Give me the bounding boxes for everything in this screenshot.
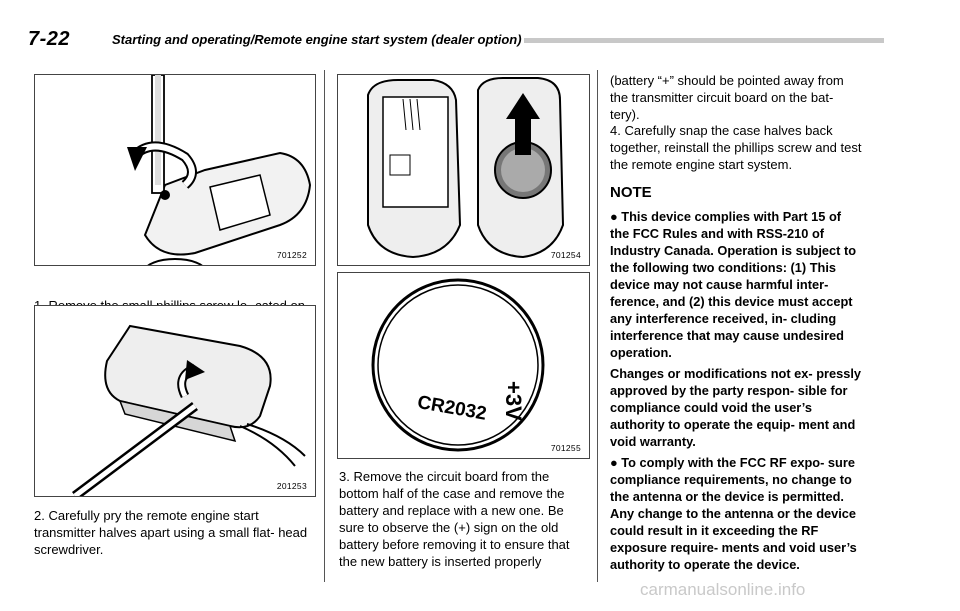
transmitter-pry-illustration <box>35 306 315 496</box>
figure-battery <box>337 272 590 459</box>
step-3-continued-text: (battery “+” should be pointed away from the transmitter circuit board on the bat- tery). <box>610 73 844 122</box>
figure-code: 701254 <box>550 250 581 260</box>
battery-illustration <box>338 273 589 458</box>
note-heading: NOTE <box>610 184 652 201</box>
section-title: Starting and operating/Remote engine start system (dealer option) <box>112 32 522 47</box>
page-number: 7-22 <box>28 28 71 50</box>
transmitter-screw-illustration <box>35 75 315 265</box>
figure-code: 201253 <box>276 481 307 491</box>
figure-code: 701255 <box>550 443 581 453</box>
note-paragraph-modifications: Changes or modifications not ex- pressly approved by the party respon- sible for compliance could void the user’s authority to operate the equip- ment and void warranty. <box>610 366 862 449</box>
open-case-illustration <box>338 75 589 265</box>
step-4-text: 4. Carefully snap the case halves back together, reinstall the phillips screw and test the remote engine start system. <box>610 123 862 172</box>
battery-voltage-label: +3V <box>501 381 526 421</box>
watermark: carmanualsonline.info <box>640 580 806 599</box>
column-divider-2 <box>597 70 598 582</box>
step-2-text: 2. Carefully pry the remote engine start transmitter halves apart using a small flat- head screwdriver. <box>34 508 308 557</box>
figure-pry-halves <box>34 305 316 497</box>
figure-open-case <box>337 74 590 266</box>
column-divider-1 <box>324 70 325 582</box>
figure-code: 701252 <box>276 250 307 260</box>
note-body <box>610 208 862 577</box>
figure-remove-screw <box>34 74 316 266</box>
note-paragraph-fcc: ● This device complies with Part 15 of the FCC Rules and with RSS-210 of Industry Canada. Operation is subject to the following two conditions: (1) This device may not cause harmful inter- ference, and (2) this device must accept any interference received, in- cluding interference that may cause undesired operation. <box>610 209 857 360</box>
page-header <box>28 28 932 52</box>
battery-model-label: CR2032 <box>415 391 489 425</box>
header-rule <box>524 38 884 43</box>
step-3-text: 3. Remove the circuit board from the bottom half of the case and remove the battery and replace with a new one. Be sure to observe the (+) sign on the old battery before removing it to ensure that the new battery is inserted properly <box>339 469 570 569</box>
note-paragraph-rf-exposure: ● To comply with the FCC RF expo- sure compliance requirements, no change to the antenna or the device is permitted. Any change to the antenna or the device could result in it exceeding the RF exposure require- ments and void user’s authority to operate the device. <box>610 455 857 572</box>
